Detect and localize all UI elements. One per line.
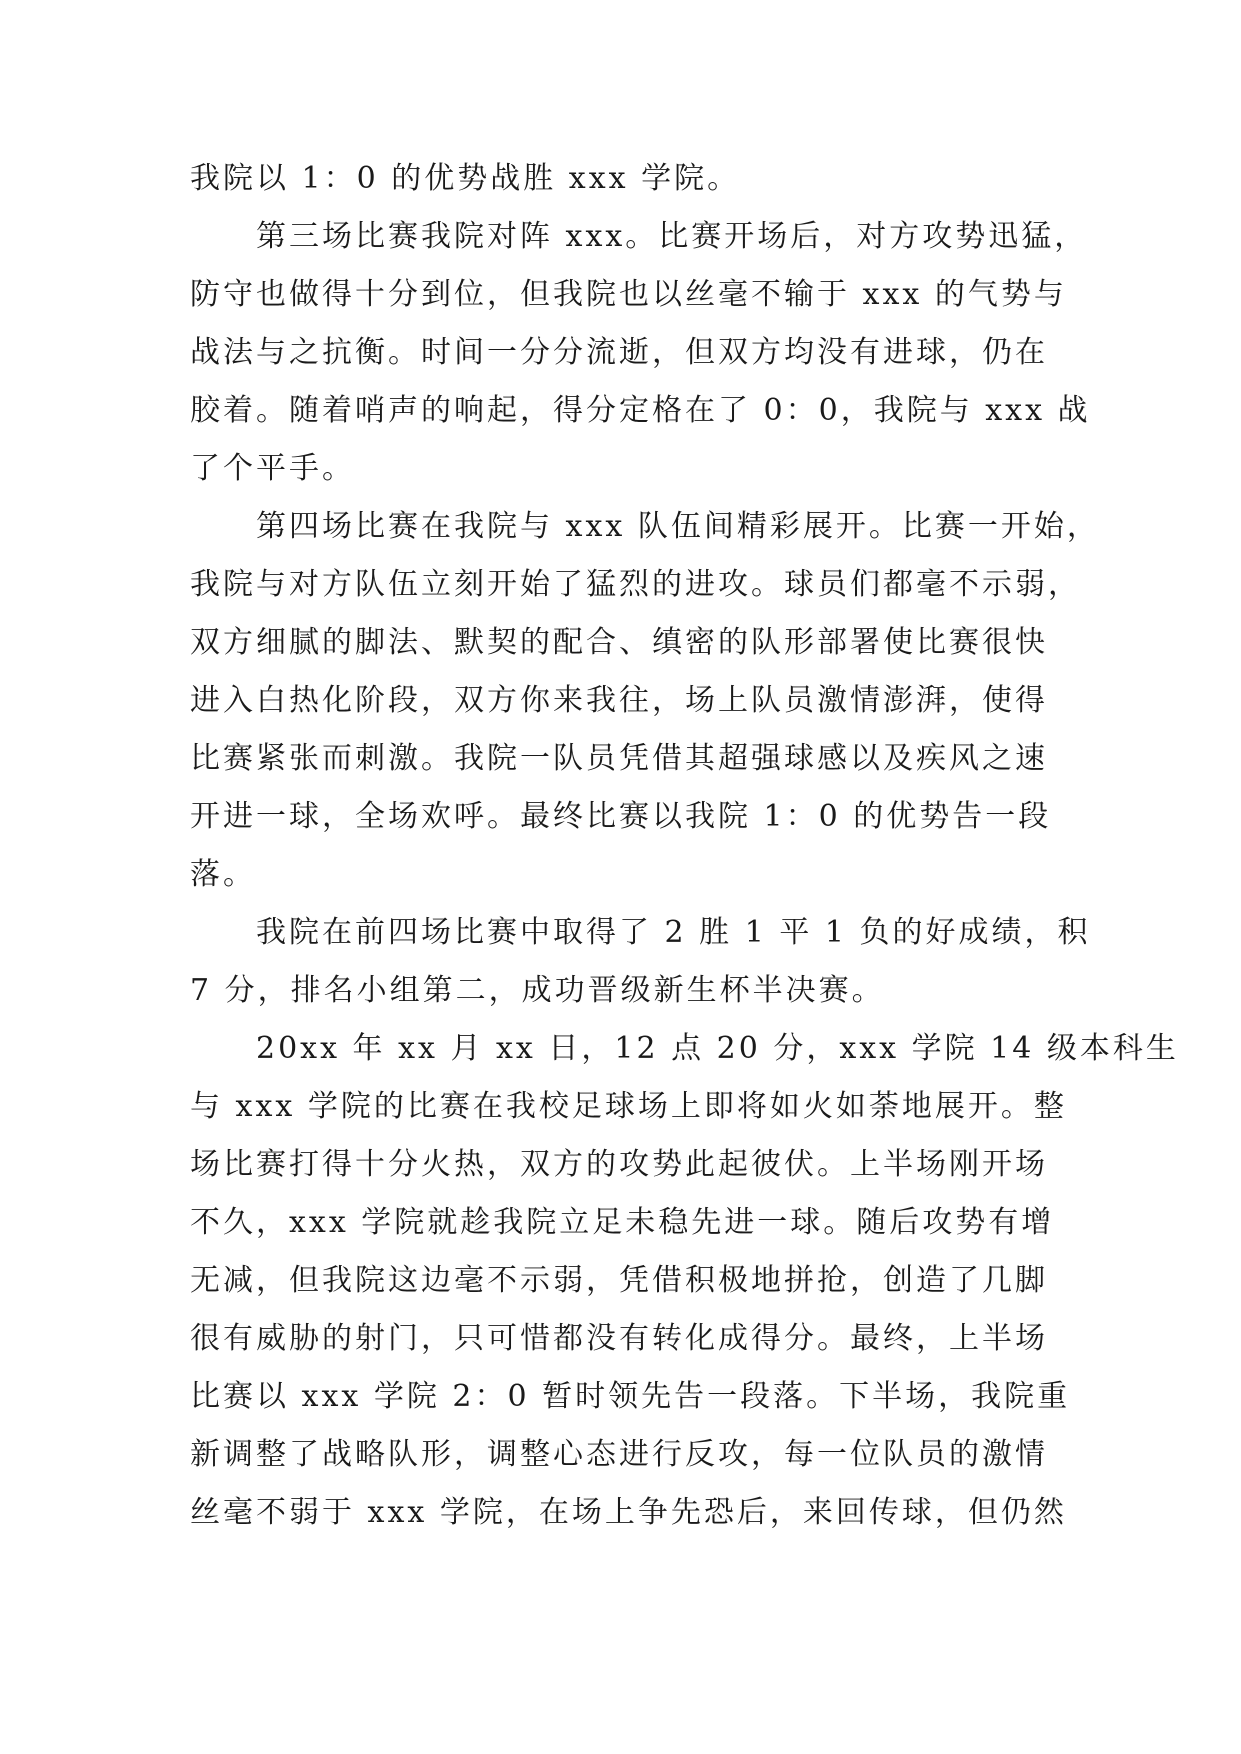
text-line: 了个平手。	[190, 451, 355, 486]
text-line: 与 xxx 学院的比赛在我校足球场上即将如火如荼地展开。整	[190, 1089, 1067, 1124]
text-line: 开进一球，全场欢呼。最终比赛以我院 1：0 的优势告一段	[190, 799, 1052, 834]
text-line: 防守也做得十分到位，但我院也以丝毫不输于 xxx 的气势与	[190, 277, 1067, 312]
text-line: 7 分，排名小组第二，成功晋级新生杯半决赛。	[190, 973, 885, 1008]
text-line: 我院在前四场比赛中取得了 2 胜 1 平 1 负的好成绩，积	[256, 915, 1091, 950]
text-line: 第三场比赛我院对阵 xxx。比赛开场后，对方攻势迅猛，	[256, 219, 1088, 254]
paragraph	[190, 1020, 1179, 1542]
text-line: 进入白热化阶段，双方你来我往，场上队员激情澎湃，使得	[190, 683, 1048, 718]
document-body	[190, 150, 1179, 1542]
text-line: 第四场比赛在我院与 xxx 队伍间精彩展开。比赛一开始，	[256, 509, 1100, 544]
text-line: 场比赛打得十分火热，双方的攻势此起彼伏。上半场刚开场	[190, 1147, 1048, 1182]
text-line: 胶着。随着哨声的响起，得分定格在了 0：0，我院与 xxx 战	[190, 393, 1091, 428]
text-line: 20xx 年 xx 月 xx 日，12 点 20 分，xxx 学院 14 级本科生	[256, 1031, 1179, 1066]
text-line: 无减，但我院这边毫不示弱，凭借积极地拼抢，创造了几脚	[190, 1263, 1048, 1298]
text-line: 我院以 1：0 的优势战胜 xxx 学院。	[190, 161, 741, 196]
text-line: 我院与对方队伍立刻开始了猛烈的进攻。球员们都毫不示弱，	[190, 567, 1081, 602]
text-line: 落。	[190, 857, 256, 892]
text-line: 双方细腻的脚法、默契的配合、缜密的队形部署使比赛很快	[190, 625, 1048, 660]
text-line: 比赛紧张而刺激。我院一队员凭借其超强球感以及疾风之速	[190, 741, 1048, 776]
paragraph	[190, 150, 1065, 208]
text-line: 比赛以 xxx 学院 2：0 暂时领先告一段落。下半场，我院重	[190, 1379, 1071, 1414]
text-line: 丝毫不弱于 xxx 学院，在场上争先恐后，来回传球，但仍然	[190, 1495, 1067, 1530]
text-line: 新调整了战略队形，调整心态进行反攻，每一位队员的激情	[190, 1437, 1048, 1472]
paragraph	[190, 208, 1091, 498]
text-line: 战法与之抗衡。时间一分分流逝，但双方均没有进球，仍在	[190, 335, 1048, 370]
text-line: 很有威胁的射门，只可惜都没有转化成得分。最终，上半场	[190, 1321, 1048, 1356]
paragraph	[190, 498, 1100, 904]
text-line: 不久，xxx 学院就趁我院立足未稳先进一球。随后攻势有增	[190, 1205, 1055, 1240]
paragraph	[190, 904, 1091, 1020]
